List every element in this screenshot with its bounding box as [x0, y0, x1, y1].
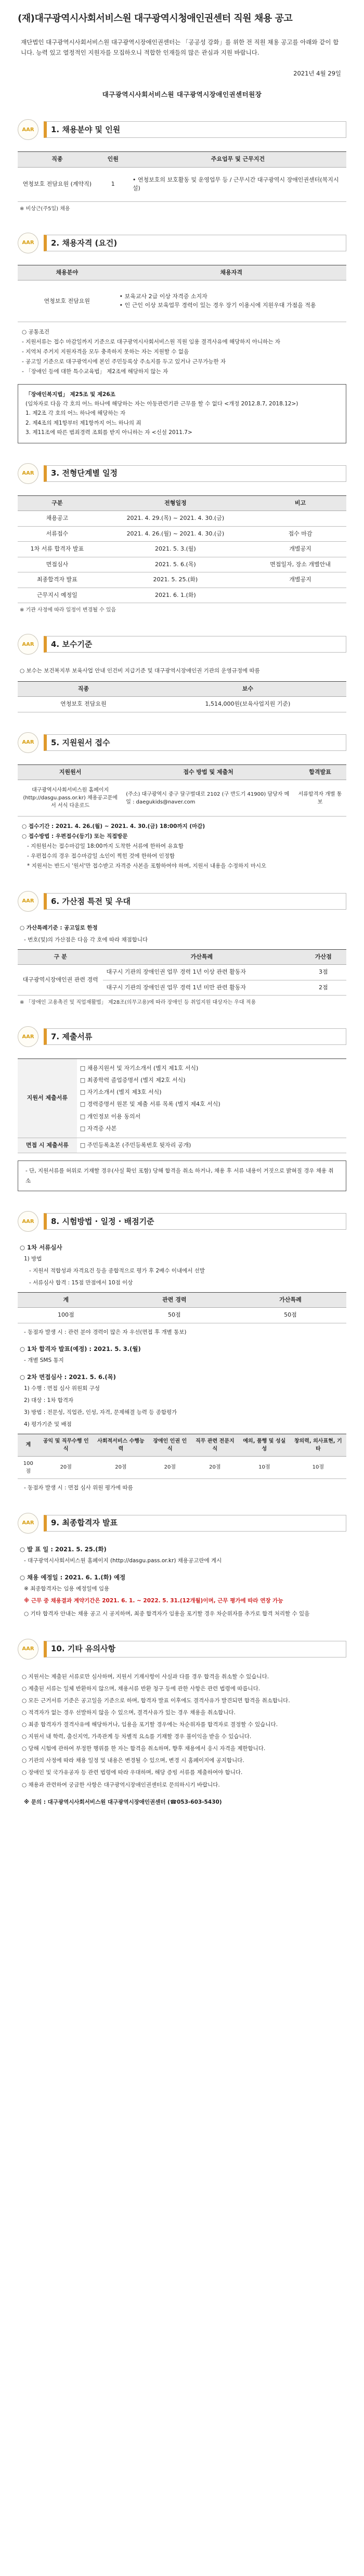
list-item: ○ 모든 근거서류 기준은 공고일을 기준으로 하며, 합격자 발표 이후에도 결격사유가 발견되면 합격을 취소합니다. [22, 1697, 290, 1704]
note-text: ※ 기관 사정에 따라 일정이 변경될 수 있음 [20, 607, 116, 614]
section-6-header [18, 891, 346, 912]
table-header: 보수 [149, 681, 346, 697]
section-8-header [18, 1211, 346, 1232]
table-cell: 서류합격자 개별 통보 [294, 780, 346, 817]
table-cell: 20점 [149, 1456, 191, 1478]
table-cell: 2점 [301, 980, 346, 996]
table-row [18, 511, 346, 527]
conditions-list [18, 327, 346, 376]
page-title: (재)대구광역시사회서비스원 대구광역시청애인권센터 직원 채용 공고 [18, 13, 293, 24]
list-item: □ 자격증 사본 [80, 1125, 117, 1132]
list-item: 1. 제2조 각 호의 어느 하나에 해당하는 자 [25, 410, 126, 417]
org-logo-icon: AAR [18, 891, 38, 912]
section-2-header [18, 233, 346, 253]
section-4-header [18, 634, 346, 655]
body-text: ○ 기타 합격자 안내는 채용 공고 시 공지하며, 최종 합격자가 임용을 포기할 경우 차순위자를 추가로 합격 처리할 수 있음 [24, 1610, 310, 1617]
table-cell: 20점 [39, 1456, 93, 1478]
list-item: ○ 접수방법 : 우편접수(등기) 또는 직접방문 [22, 833, 128, 840]
body-text: - 지원서 적합성과 자격요건 등을 종합적으로 평가 후 2배수 이내에서 선발 [29, 1268, 205, 1274]
list-item: - 지원원서는 접수마감일 18:00까지 도착한 서류에 한하여 유효함 [27, 843, 184, 850]
body-text: 3) 방법 : 전문성, 직업관, 인성, 자격, 문제해결 능력 등 종합평가 [24, 1409, 177, 1415]
table-cell: 1 [97, 167, 129, 201]
table-cell: 2021. 4. 26.(월) ~ 2021. 4. 30.(금) [97, 526, 254, 542]
section-title: 7. 제출서류 [44, 1028, 346, 1045]
list-item: ○ 지원서는 제출된 서류로만 심사하며, 지원서 기재사항이 사실과 다를 경우 합격을 취소할 수 있습니다. [22, 1673, 269, 1680]
list-item: ○ 공통조건 [22, 329, 50, 336]
law-box [18, 384, 346, 443]
list-item: - 지원서류는 접수 마감일까지 기준으로 대구광역시사회서비스원 직원 임용 결격사유에 해당하지 아니하는 자 [22, 339, 280, 346]
org-logo-icon: AAR [18, 119, 38, 140]
table-cell: 지원서 제출서류 [18, 1059, 77, 1138]
bonus-sub: - 번호(및)의 가산점은 다음 각 호에 따라 채점합니다 [24, 936, 148, 943]
table-header: 예의, 품행 및 성실성 [239, 1434, 290, 1456]
table-header: 장애인 인권 인식 [149, 1434, 191, 1456]
requirements-table [18, 265, 346, 323]
list-item: □ 채용지원서 및 자기소개서 (별지 제1호 서식) [80, 1065, 199, 1072]
table-cell: 대구시 기관의 장애인권 업무 경력 1년 이상 관련 활동자 [103, 965, 300, 980]
subheading: ○ 채용 예정일 : 2021. 6. 1.(화) 예정 [20, 1573, 126, 1581]
table-header: 인원 [97, 152, 129, 168]
screening-score-table [18, 1292, 346, 1323]
table-cell [77, 1138, 346, 1153]
application-notes [18, 822, 346, 871]
table-cell: 개별공지 [254, 542, 346, 557]
table-cell: 2021. 5. 25.(화) [97, 572, 254, 588]
subheading: ○ 1차 서류심사 [20, 1244, 62, 1252]
body-text: - 동점자 발생 시 : 면접 심사 위원 평가에 따름 [24, 1484, 133, 1491]
note-text: ※ 비상근(주5일) 채용 [20, 206, 70, 212]
subheading: ○ 발 표 일 : 2021. 5. 25.(화) [20, 1545, 107, 1553]
table-row [18, 572, 346, 588]
note-text: ※ 「장애인 고용촉진 및 직업재활법」 제28조(의무고용)에 따라 장애인 등 취업지원 대상자는 우대 적용 [20, 1000, 256, 1006]
table-header: 채용자격 [116, 265, 346, 280]
table-cell [77, 1059, 346, 1138]
table-header: 창의력, 의사표현, 기타 [290, 1434, 346, 1456]
table-header: 직종 [18, 152, 97, 168]
list-item: □ 주민등록초본 (주민등록번호 뒷자리 공개) [80, 1141, 191, 1149]
list-item: ○ 최종 합격자가 결격사유에 해당하거나, 임용을 포기할 경우에는 차순위자를 합격자로 결정할 수 있습니다. [22, 1721, 278, 1728]
section-title: 8. 시험방법 · 일정 · 배점기준 [44, 1213, 346, 1230]
table-cell: 2021. 5. 3.(월) [97, 542, 254, 557]
table-header: 채용분야 [18, 265, 116, 280]
table-cell: 1차 서류 합격자 발표 [18, 542, 97, 557]
list-item: (임차자로 다음 각 호의 어느 하나에 해당하는 자는 아동관련기관 근무를 할 수 없다 <개정 2012.8.7, 2018.12>) [25, 401, 298, 407]
org-logo-icon: AAR [18, 463, 38, 484]
table-cell: 접수 마감 [254, 526, 346, 542]
list-item: □ 자기소개서 (별지 제3호 서식) [80, 1089, 162, 1096]
table-cell: 50점 [235, 1308, 346, 1323]
body-text: - 대구광역시사회서비스원 홈페이지 (http://dasgu.pass.or.kr) 채용공고란에 게시 [24, 1557, 222, 1564]
requirement-line: • 보육교사 2급 이상 자격증 소지자 [119, 293, 207, 300]
section-5-header [18, 732, 346, 753]
table-row [18, 557, 346, 572]
table-cell: 100점 [18, 1308, 114, 1323]
table-header: 직무 관련 전문지식 [191, 1434, 239, 1456]
table-header: 계 [18, 1434, 39, 1456]
table-header: 전형일정 [97, 495, 254, 511]
posting-date: 2021년 4월 29일 [293, 70, 341, 78]
list-item: ○ 제출된 서류는 일체 반환하지 않으며, 채용서류 반환 청구 등에 관한 사항은 관련 법령에 따릅니다. [22, 1685, 261, 1692]
table-cell: 20점 [191, 1456, 239, 1478]
organization-signature: 대구광역시사회서비스원 대구광역시장애인권센터원장 [102, 90, 262, 98]
list-item: 3. 제11조에 따른 범죄경력 조회를 받지 아니하는 자 <신설 2011.7> [25, 429, 192, 436]
section-title: 5. 지원원서 접수 [44, 734, 346, 751]
list-item: ○ 기관의 사정에 따라 채용 일정 및 내용은 변경될 수 있으며, 변경 시 홈페이지에 공지합니다. [22, 1757, 244, 1764]
interview-score-table [18, 1434, 346, 1479]
table-cell: 개별공지 [254, 572, 346, 588]
table-cell: 대구광역시사회서비스원 홈페이지 (http://dasgu.pass.or.kr) 채용공고문에서 서식 다운로드 [18, 780, 123, 817]
table-cell: 면접일자, 장소 개별안내 [254, 557, 346, 572]
table-cell: 10점 [239, 1456, 290, 1478]
table-header: 직종 [18, 681, 149, 697]
list-item: ○ 장애인 및 국가유공자 등 관련 법령에 따라 우대하며, 해당 증빙 서류를 제출하여야 합니다. [22, 1769, 243, 1776]
section-title: 10. 기타 유의사항 [44, 1641, 346, 1657]
org-logo-icon: AAR [18, 233, 38, 253]
table-cell [254, 588, 346, 603]
body-text: 1) 수행 : 면접 심사 위원회 구성 [24, 1385, 100, 1392]
bonus-table [18, 949, 346, 996]
table-cell: • 연청보호의 보호활동 및 운영업무 등 / 근무시간 대구광역시 장애인권센터(복지시설) [129, 167, 346, 201]
section-3-header [18, 463, 346, 484]
list-item: ○ 당해 시험에 관하여 부정한 행위를 한 자는 합격을 취소하며, 향후 채용에서 응시 자격을 제한합니다. [22, 1745, 266, 1752]
pay-table [18, 681, 346, 712]
subheading: ○ 1차 합격자 발표(예정) : 2021. 5. 3.(월) [20, 1345, 141, 1353]
section-9-header [18, 1513, 346, 1534]
documents-note-box [18, 1161, 346, 1191]
table-cell: 100점 [18, 1456, 39, 1478]
table-cell: 최종합격자 발표 [18, 572, 97, 588]
list-item: - 「장애인 등에 대한 특수교육법」 제2조에 해당하지 않는 자 [22, 368, 168, 375]
section-1-header [18, 119, 346, 140]
application-table [18, 764, 346, 817]
notes-list [18, 1671, 346, 1791]
list-item: * 지원서는 반드시 '원서'만 접수받고 자격증 사본을 포함하여야 하며, 지원서 내용을 수정하지 마시오 [27, 863, 267, 870]
list-item: ○ 적격자가 없는 경우 선발하지 않을 수 있으며, 결격사유가 있는 경우 채용을 취소합니다. [22, 1710, 236, 1716]
org-logo-icon: AAR [18, 732, 38, 753]
table-cell: 1,514,000원(보육사업지원 기준) [149, 697, 346, 712]
org-logo-icon: AAR [18, 1513, 38, 1534]
documents-table [18, 1059, 346, 1153]
body-text: ※ 최종합격자는 임용 예정일에 임용 [24, 1586, 110, 1592]
table-header: 계 [18, 1292, 114, 1308]
list-item: ○ 지원서 내 학력, 출신지역, 가족관계 등 차별적 요소를 기재할 경우 불이익을 받을 수 있습니다. [22, 1733, 252, 1740]
body-text: 2) 대상 : 1차 합격자 [24, 1397, 74, 1404]
table-header: 주요업무 및 근무지건 [129, 152, 346, 168]
table-cell: 연청보호 전담요원 [18, 280, 116, 322]
table-cell: 3점 [301, 965, 346, 980]
table-cell: 연청보호 전담요원 (계약직) [18, 167, 97, 201]
table-cell: 근무지시 예정일 [18, 588, 97, 603]
table-row [18, 526, 346, 542]
section-7-header [18, 1026, 346, 1047]
list-item: 「장애인복지법」 제25조 및 제26조 [25, 391, 115, 398]
body-text: - 개별 SMS 통지 [24, 1357, 64, 1364]
section-title: 9. 최종합격자 발표 [44, 1515, 346, 1532]
intro-paragraph: 재단법인 대구광역시사회서비스원 대구광역시장애인권센터는 「공공성 강화」를 위한 전 직원 채용 공고를 아래와 같이 합니다. 능력 있고 열정적인 지원자를 모집하오니 적합한 인재들의 많은 관심과 지원 바랍니다. [21, 39, 339, 57]
list-item: - 단, 지원서류를 허위로 기재할 경우(사실 확인 포함) 당해 합격을 취소 하거나, 채용 후 서류 내용이 거짓으로 밝혀질 경우 채용 취소 [25, 1168, 334, 1184]
table-cell: 대구광역시장애인권 관련 경력 [18, 965, 103, 996]
table-cell: 2021. 4. 29.(목) ~ 2021. 4. 30.(금) [97, 511, 254, 527]
table-header: 지원원서 [18, 764, 123, 780]
table-row [18, 542, 346, 557]
table-cell: 면접심사 [18, 557, 97, 572]
table-header: 접수 방법 및 제출처 [123, 764, 294, 780]
section-title: 3. 전형단계별 일정 [44, 465, 346, 482]
contract-period-notice: ※ 근무 중 채용결과 계약기간은 2021. 6. 1. ~ 2022. 5. 31.(12개월)이며, 근무 평가에 따라 연장 가능 [24, 1597, 283, 1604]
table-cell: (주소) 대구광역시 중구 달구벌대로 2102 (구 반도기 41900) 담당자 메일 : daegukids@naver.com [123, 780, 294, 817]
body-text: 1) 방법 [24, 1256, 42, 1263]
section-10-header [18, 1639, 346, 1660]
table-cell: 대구시 기관의 장애인권 업무 경력 1년 미만 관련 활동자 [103, 980, 300, 996]
table-header: 구분 [18, 495, 97, 511]
table-header: 비고 [254, 495, 346, 511]
section-title: 1. 채용분야 및 인원 [44, 121, 346, 138]
schedule-table [18, 495, 346, 604]
requirement-line: • 인 근인 이상 보육업무 경력이 있는 경우 장기 이용시에 지원우대 가점을 적용 [119, 301, 316, 309]
table-cell: 서류접수 [18, 526, 97, 542]
table-cell [254, 511, 346, 527]
pay-intro: ○ 보수는 보건복지부 보육사업 안내 인건비 지급기준 및 대구광역시장애인권 기관의 운영규정에 따름 [20, 668, 260, 674]
list-item: ○ 접수기간 : 2021. 4. 26.(월) ~ 2021. 4. 30.(금) 18:00까지 (마감) [22, 823, 205, 830]
table-header: 관련 경력 [114, 1292, 235, 1308]
table-header: 사회적서비스 수행능력 [93, 1434, 149, 1456]
list-item: □ 경력증명서 원본 및 제출 서류 목록 (별지 제4호 서식) [80, 1101, 220, 1108]
section-title: 2. 채용자격 (요건) [44, 235, 346, 251]
table-header: 가산특례 [103, 949, 300, 965]
list-item: □ 개인정보 이용 동의서 [80, 1113, 141, 1120]
org-logo-icon: AAR [18, 1026, 38, 1047]
table-cell: 2021. 5. 6.(목) [97, 557, 254, 572]
section-title: 4. 보수기준 [44, 636, 346, 653]
table-cell: 50점 [114, 1308, 235, 1323]
body-text: 4) 평가기준 및 배점 [24, 1421, 72, 1427]
table-cell [116, 280, 346, 322]
positions-table [18, 151, 346, 202]
body-text: - 서류심사 합격 : 15점 만점에서 10점 이상 [29, 1280, 133, 1286]
table-header: 구 분 [18, 949, 103, 965]
bonus-intro: ○ 가산특례기준 : 공고일로 한정 [20, 924, 98, 931]
table-row [18, 588, 346, 603]
list-item: - 우편접수의 경우 접수마감일 소인이 찍힌 것에 한하여 인정함 [27, 853, 175, 860]
contact-info: ※ 문의 : 대구광역시사회서비스원 대구광역시장애인권센터 (☎053-603-5430) [24, 1799, 222, 1805]
section-title: 6. 가산점 특전 및 우대 [44, 893, 346, 910]
table-cell: 20점 [93, 1456, 149, 1478]
list-item: □ 최종학력 졸업증명서 (별지 제2호 서식) [80, 1077, 186, 1084]
list-item: - 공고일 기준으로 대구광역시에 본인 주민등록상 주소지를 두고 있거나 근무가능한 자 [22, 358, 226, 365]
table-header: 가산특례 [235, 1292, 346, 1308]
subheading: ○ 2차 면접심사 : 2021. 5. 6.(목) [20, 1373, 116, 1381]
table-header: 가산점 [301, 949, 346, 965]
table-header: 합격발표 [294, 764, 346, 780]
org-logo-icon: AAR [18, 1639, 38, 1660]
table-cell: 채용공고 [18, 511, 97, 527]
table-cell: 면접 시 제출서류 [18, 1138, 77, 1153]
org-logo-icon: AAR [18, 634, 38, 655]
table-cell: 연청보호 전담요원 [18, 697, 149, 712]
list-item: - 지역처 주거지 지원자격을 모두 충족하지 못하는 자는 지원할 수 없음 [22, 349, 189, 355]
body-text: - 동점자 발생 시 : 관련 분야 경력이 많은 자 우선(면접 후 개별 통보) [24, 1329, 187, 1335]
list-item: ○ 채용과 관련하여 궁금한 사항은 대구광역시장애인권센터로 문의하시기 바랍니다. [22, 1781, 220, 1788]
table-cell: 2021. 6. 1.(화) [97, 588, 254, 603]
table-cell: 10점 [290, 1456, 346, 1478]
org-logo-icon: AAR [18, 1211, 38, 1232]
table-header: 공익 및 직무수행 인식 [39, 1434, 93, 1456]
list-item: 2. 제4조의 제1항부터 제1항까지 어느 하나의 죄 [25, 419, 141, 426]
